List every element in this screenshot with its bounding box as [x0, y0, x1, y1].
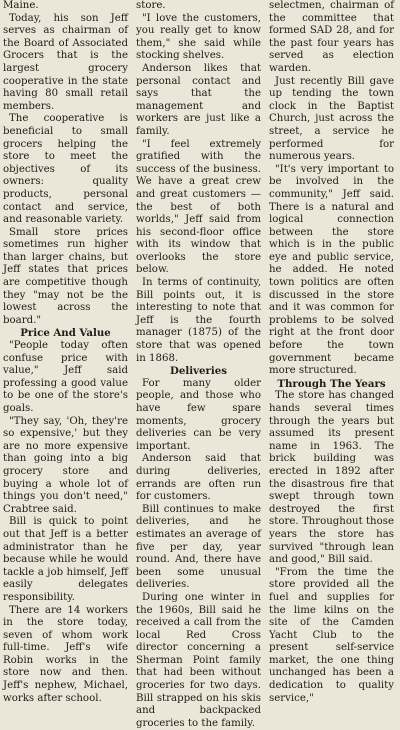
article-paragraph: There are 14 workers in the store today, seven of whom work full-time. Jeff's wife Robin works in the store now and then. Jeff's nephew, Michael, works after school. [3, 604, 128, 704]
article-paragraph: Small store prices sometimes run higher than larger chains, but Jeff states that prices are competitive though they "may not be the lowest across the board." [3, 226, 128, 326]
article-column-2 [136, 0, 261, 729]
article-paragraph: Bill continues to make deliveries, and he estimates an average of five per day, year round. And, there have been some unusual deliveries. [136, 503, 261, 591]
article-paragraph: During one winter in the 1960s, Bill said he received a call from the local Red Cross director concerning a Sherman Point family that had been without groceries for two days. Bill strapped on his skis and backpacked groceries to the family. [136, 591, 261, 729]
article-paragraph: The cooperative is beneficial to small grocers helping the store to meet the objectives of its owners: quality products, personal contact and service, and reasonable variety. [3, 113, 128, 226]
article-paragraph: Just recently Bill gave up tending the town clock in the Baptist Church, just across the street, a service he performed for numerous years. [269, 75, 394, 163]
article-paragraph: Anderson likes that personal contact and says that the management and workers are just like a family. [136, 62, 261, 137]
article-paragraph: store. [136, 0, 166, 11]
article-paragraph: In terms of continuity, Bill points out, it is interesting to note that Jeff is the fourth manager (1875) of the store that was opened in 1868. [136, 277, 261, 364]
article-paragraph: The store has changed hands several times through the years but assumed its present name in 1963. The brick building was erected in 1892 after the disastrous fire that swept through town destroyed the first store. Throughout those years the store has survived "through lean and good," Bill said. [269, 390, 394, 566]
article-paragraph: "People today often confuse price with value," Jeff said professing a good value to be one of the store's goals. [3, 340, 128, 414]
article-paragraph: For many older people, and those who have few spare moments, grocery deliveries can be very important. [136, 377, 261, 452]
article-paragraph: "I love the customers, you really get to know them," she said while stocking shelves. [136, 12, 261, 62]
section-subhead: Through The Years [277, 377, 386, 390]
article-paragraph: Maine. [3, 0, 39, 11]
section-subhead: Deliveries [170, 365, 227, 378]
article-paragraph: "From the time the store provided all the fuel and supplies for the lime kilns on the site of the Camden Yacht Club to the present self-service market, the one thing unchanged has been a dedication to quality service," [269, 566, 394, 704]
article-paragraph: Anderson said that during deliveries, errands are often run for customers. [136, 453, 261, 503]
article-paragraph: Bill is quick to point out that Jeff is a better administrator than he because while he would tackle a job himself, Jeff easily delegates responsibility. [3, 516, 128, 603]
article-paragraph: selectmen, chairman of the committee that formed SAD 28, and for the past four years has served as election warden. [269, 0, 394, 74]
article-paragraph: Today, his son Jeff serves as chairman of the Board of Associated Grocers that is the largest grocery cooperative in the state having 80 small retail members. [3, 12, 128, 112]
article-paragraph: "They say, 'Oh, they're so expensive,' but they are no more expensive than going into a big grocery store and buying a whole lot of things you don't need," Crabtree said. [3, 415, 128, 515]
article-paragraph: "I feel extremely gratified with the success of the business. We have a great crew and great customers — the best of both worlds," Jeff said from his second-floor office with its window that overlooks the store below. [136, 138, 261, 276]
article-column-3 [269, 0, 394, 704]
section-subhead: Price And Value [20, 327, 111, 340]
article-column-1 [3, 0, 128, 704]
article-paragraph: "It's very important to be involved in the community," Jeff said. There is a natural and logical connection between the store which is in the public eye and public service, he added. He noted town politics are often discussed in the store and it was common for problems to be solved right at the front door before the town government became more structured. [269, 163, 394, 377]
